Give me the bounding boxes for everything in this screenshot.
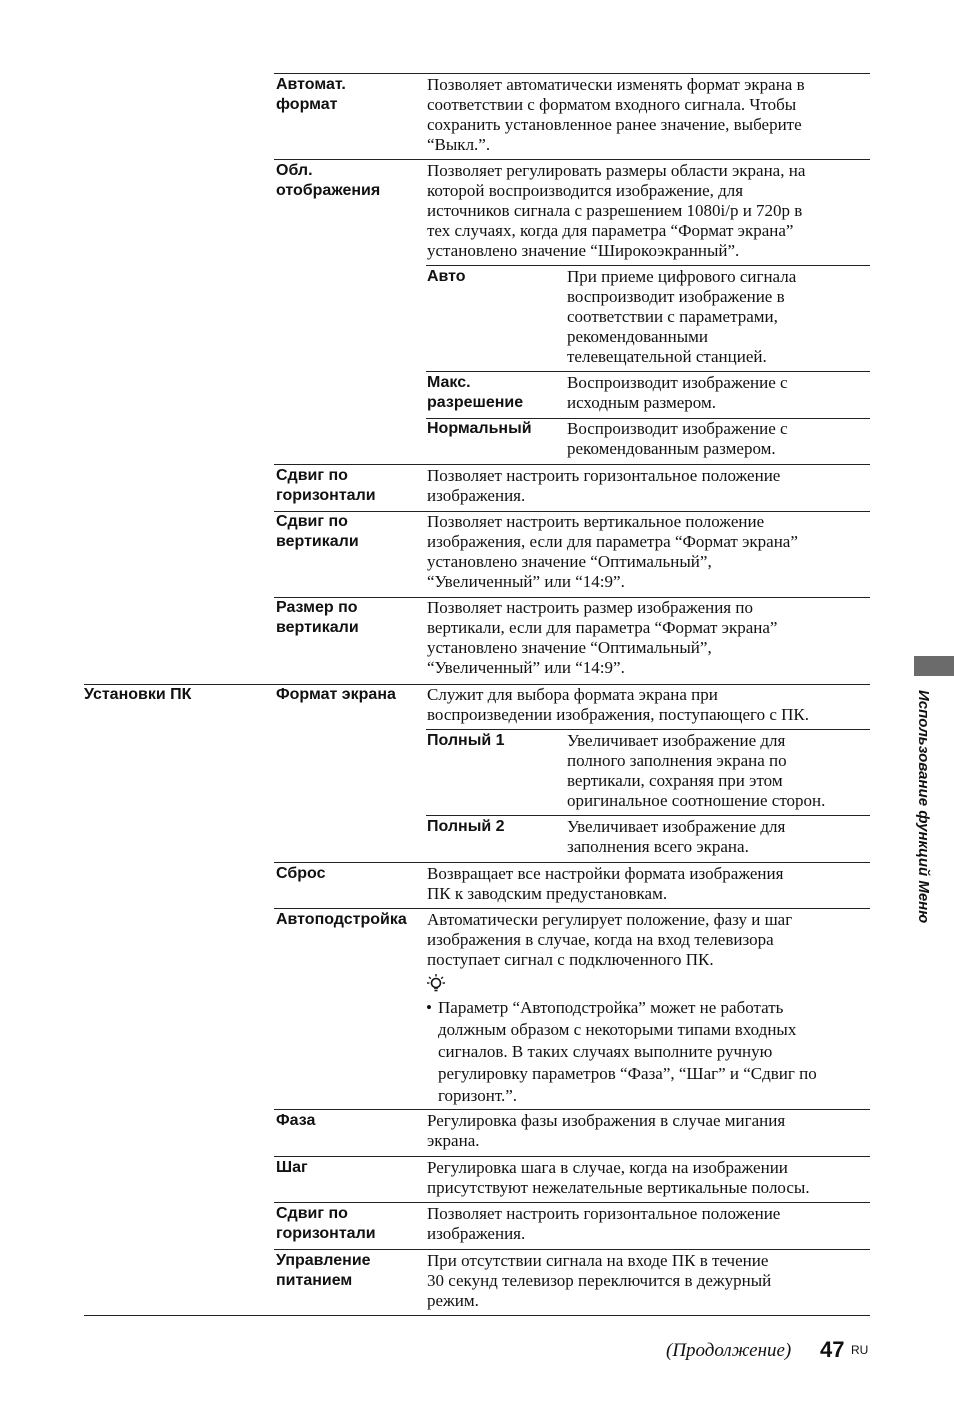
side-tab-label: Использование функций Меню [915, 690, 932, 924]
row-desc: Возвращает все настройки формата изображения ПК к заводским предустановкам. [427, 864, 784, 903]
rule [274, 1202, 870, 1203]
rule [426, 815, 870, 816]
bullet-marker: • [426, 998, 432, 1017]
subrow-term: Нормальный [427, 420, 532, 437]
rule [426, 729, 870, 730]
row-desc: Позволяет настроить размер изображения по вертикали, если для параметра “Формат экрана” установлено значение “Оптимальный”, “Увеличенный” или “14:9”. [427, 598, 778, 677]
rule [426, 371, 870, 372]
subrow-desc: Воспроизводит изображение с исходным размером. [567, 373, 788, 412]
section-label: Установки ПК [84, 686, 192, 703]
row-desc: Регулировка фазы изображения в случае мигания экрана. [427, 1111, 786, 1150]
page-lang: RU [851, 1343, 869, 1357]
row-desc: Служит для выбора формата экрана при воспроизведении изображения, поступающего с ПК. [427, 685, 809, 724]
row-term: Фаза [276, 1112, 316, 1129]
rule [274, 1156, 870, 1157]
row-desc: Позволяет настроить вертикальное положение изображения, если для параметра “Формат экрана” установлено значение “Оптимальный”, “Увеличенный” или “14:9”. [427, 512, 798, 591]
row-desc: Автоматически регулирует положение, фазу и шаг изображения в случае, когда на вход телевизора поступает сигнал с подключенного ПК. [427, 910, 793, 969]
row-desc: Позволяет регулировать размеры области экрана, на которой воспроизводится изображение, для источников сигнала с разрешением 1080i/p и 720p в тех случаях, когда для параметра “Формат экрана” установлено значение “Широкоэкранный”. [427, 161, 806, 260]
subrow-term: Макс. разрешение [427, 374, 524, 411]
row-term: Автомат. формат [276, 76, 346, 113]
row-term: Сброс [276, 865, 326, 882]
tip-text: Параметр “Автоподстройка” может не работать должным образом с некоторыми типами входных сигналов. В таких случаях выполните ручную регулировку параметров “Фаза”, “Шаг” и “Сдвиг по горизонт.”. [438, 998, 817, 1105]
rule [274, 464, 870, 465]
rule [274, 159, 870, 160]
lightbulb-icon [426, 973, 446, 993]
row-term: Сдвиг по вертикали [276, 513, 359, 550]
subrow-desc: Увеличивает изображение для полного заполнения экрана по вертикали, сохраняя при этом оригинальное соотношение сторон. [567, 731, 826, 810]
rule [84, 1315, 870, 1316]
rule [274, 908, 870, 909]
subrow-desc: При приеме цифрового сигнала воспроизводит изображение в соответствии с параметрами, рекомендованными телевещательной станцией. [567, 267, 797, 366]
row-term: Сдвиг по горизонтали [276, 467, 376, 504]
subrow-term: Полный 2 [427, 818, 505, 835]
row-term: Размер по вертикали [276, 599, 359, 636]
row-term: Шаг [276, 1159, 308, 1176]
row-term: Обл. отображения [276, 162, 381, 199]
page-number: 47 [820, 1337, 845, 1362]
row-desc: При отсутствии сигнала на входе ПК в течение 30 секунд телевизор переключится в дежурный режим. [427, 1251, 772, 1310]
row-desc: Позволяет настроить горизонтальное положение изображения. [427, 1204, 781, 1243]
row-term: Автоподстройка [276, 911, 407, 928]
row-desc: Регулировка шага в случае, когда на изображении присутствуют нежелательные вертикальные полосы. [427, 1158, 810, 1197]
subrow-desc: Увеличивает изображение для заполнения всего экрана. [567, 817, 786, 856]
row-term: Управление питанием [276, 1252, 371, 1289]
continued-label: (Продолжение) [666, 1340, 792, 1361]
row-desc: Позволяет автоматически изменять формат экрана в соответствии с форматом входного сигнала. Чтобы сохранить установленное ранее значение, выберите “Выкл.”. [427, 75, 805, 154]
rule [274, 862, 870, 863]
rule [274, 73, 870, 74]
rule [274, 1109, 870, 1110]
row-desc: Позволяет настроить горизонтальное положение изображения. [427, 466, 781, 505]
subrow-desc: Воспроизводит изображение с рекомендованным размером. [567, 419, 788, 458]
section-tab-marker [914, 656, 954, 676]
rule [274, 1249, 870, 1250]
subrow-term: Полный 1 [427, 732, 505, 749]
subrow-term: Авто [427, 268, 466, 285]
row-term: Сдвиг по горизонтали [276, 1205, 376, 1242]
rule [426, 265, 870, 266]
row-term: Формат экрана [276, 686, 396, 703]
